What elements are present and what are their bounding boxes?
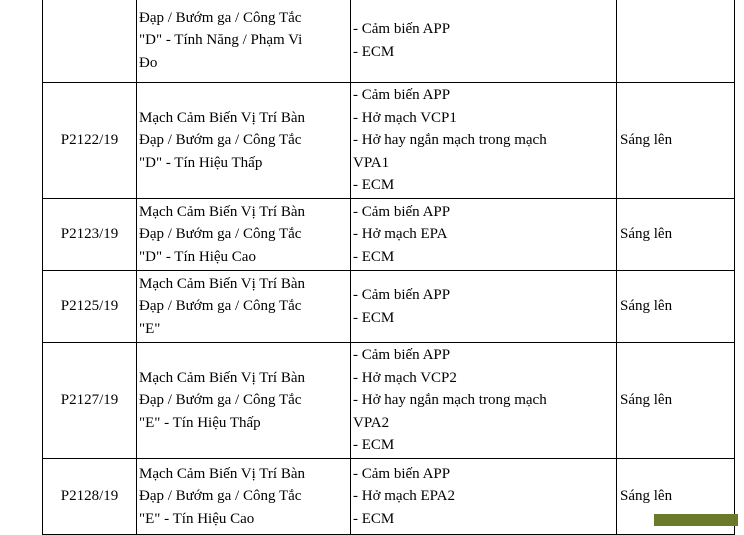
cause-line: - Hở mạch VCP1 [353, 109, 457, 126]
description-line: Mạch Cảm Biến Vị Trí Bàn [139, 109, 305, 126]
table-row [43, 459, 735, 535]
table-row [43, 271, 735, 343]
cause-line: - Cảm biến APP [353, 465, 451, 482]
table-row [43, 199, 735, 271]
table-row [43, 0, 735, 83]
dtc-cause-cell [351, 343, 617, 459]
description-line: Đạp / Bướm ga / Công Tắc [139, 9, 302, 26]
description-line: Đạp / Bướm ga / Công Tắc [139, 488, 302, 505]
cause-line: - ECM [353, 43, 395, 60]
cause-line: - Cảm biến APP [353, 347, 451, 364]
cause-line: VPA2 [353, 414, 390, 431]
dtc-code-cell: P2123/19 [43, 199, 137, 271]
dtc-code-cell [43, 0, 137, 83]
cause-line: - Hở mạch VCP2 [353, 369, 457, 386]
description-line: Mạch Cảm Biến Vị Trí Bàn [139, 465, 305, 482]
table-row [43, 343, 735, 459]
mil-status-cell: Sáng lên [617, 343, 735, 459]
description-line: Đạp / Bướm ga / Công Tắc [139, 226, 302, 243]
description-line: Đạp / Bướm ga / Công Tắc [139, 132, 302, 149]
dtc-code-cell: P2128/19 [43, 459, 137, 535]
description-line: "D" - Tính Năng / Phạm Vi [139, 32, 303, 49]
dtc-description-cell [137, 343, 351, 459]
dtc-cause-cell [351, 271, 617, 343]
dtc-description-cell [137, 0, 351, 83]
dtc-description-cell [137, 199, 351, 271]
mil-status-cell [617, 0, 735, 83]
dtc-table-body [43, 0, 735, 535]
description-line: "D" - Tín Hiệu Cao [139, 248, 256, 265]
dtc-cause-cell [351, 459, 617, 535]
dtc-code-cell: P2122/19 [43, 83, 137, 199]
cause-line: - ECM [353, 437, 395, 454]
cause-line: VPA1 [353, 154, 390, 171]
description-line: "E" - Tín Hiệu Cao [139, 510, 255, 527]
dtc-description-cell [137, 271, 351, 343]
dtc-description-cell [137, 459, 351, 535]
dtc-cause-cell [351, 83, 617, 199]
cause-line: - Cảm biến APP [353, 203, 451, 220]
dtc-code-cell: P2127/19 [43, 343, 137, 459]
description-line: Đạp / Bướm ga / Công Tắc [139, 298, 302, 315]
dtc-description-cell [137, 83, 351, 199]
description-line: "D" - Tín Hiệu Thấp [139, 154, 263, 171]
dtc-code-cell: P2125/19 [43, 271, 137, 343]
cause-line: - Hở mạch EPA2 [353, 488, 455, 505]
mil-status-cell: Sáng lên [617, 83, 735, 199]
description-line: Mạch Cảm Biến Vị Trí Bàn [139, 203, 305, 220]
description-line: "E" - Tín Hiệu Thấp [139, 414, 261, 431]
cause-line: - Cảm biến APP [353, 21, 451, 37]
dtc-cause-cell [351, 0, 617, 83]
cause-line: - Hở hay ngắn mạch trong mạch [353, 132, 547, 149]
dtc-table [42, 0, 735, 535]
description-line: Đo [139, 54, 158, 71]
cause-line: - ECM [353, 248, 395, 265]
cause-line: - ECM [353, 177, 395, 194]
dtc-cause-cell [351, 199, 617, 271]
mil-status-cell: Sáng lên [617, 271, 735, 343]
description-line: Đạp / Bướm ga / Công Tắc [139, 392, 302, 409]
cause-line: - ECM [353, 309, 395, 326]
cause-line: - Cảm biến APP [353, 87, 451, 104]
description-line: Mạch Cảm Biến Vị Trí Bàn [139, 369, 305, 386]
mil-status-cell: Sáng lên [617, 459, 735, 535]
cause-line: - ECM [353, 510, 395, 527]
cause-line: - Hở mạch EPA [353, 226, 448, 243]
table-row [43, 83, 735, 199]
description-line: "E" [139, 320, 161, 337]
accent-bar [654, 514, 738, 526]
mil-status-cell: Sáng lên [617, 199, 735, 271]
description-line: Mạch Cảm Biến Vị Trí Bàn [139, 275, 305, 292]
cause-line: - Hở hay ngắn mạch trong mạch [353, 392, 547, 409]
cause-line: - Cảm biến APP [353, 287, 451, 303]
